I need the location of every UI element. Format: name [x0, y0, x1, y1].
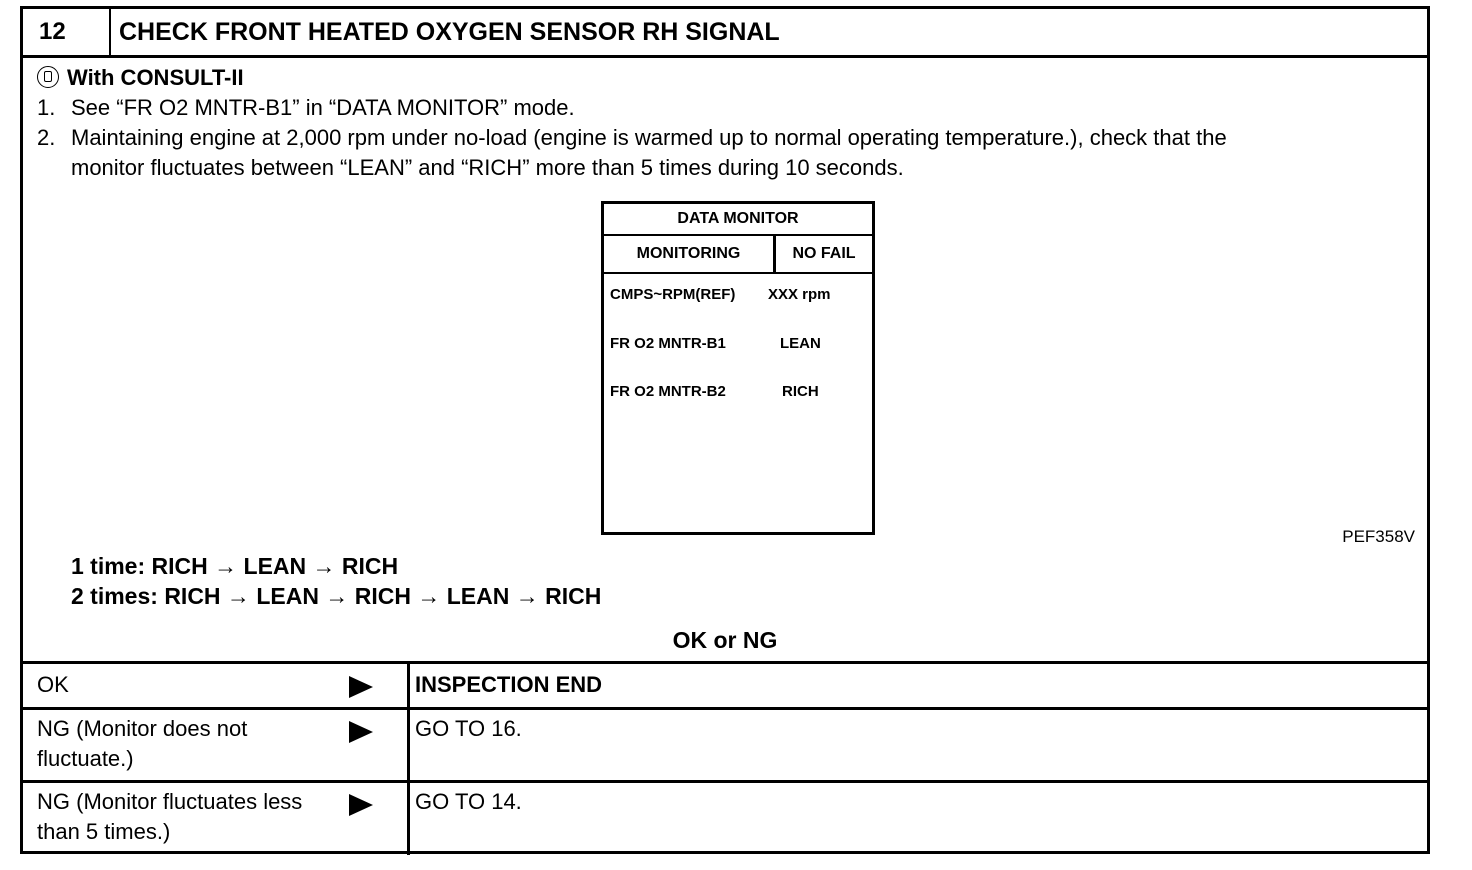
procedure-sheet	[20, 6, 1430, 854]
step-1-text: See “FR O2 MNTR-B1” in “DATA MONITOR” mode.	[71, 95, 575, 120]
right-arrow-icon	[349, 676, 373, 698]
monitor-row-value: XXX rpm	[768, 286, 831, 303]
result-row	[23, 710, 1427, 783]
sequence-2-times: 2 times: RICH → LEAN → RICH → LEAN → RICH	[71, 583, 602, 609]
monitor-status-left: MONITORING	[604, 236, 776, 272]
step-header	[23, 9, 1427, 58]
monitor-row-value: LEAN	[780, 335, 821, 352]
monitor-row-label: CMPS~RPM(REF)	[610, 286, 736, 303]
column-divider	[407, 664, 410, 707]
monitor-status-right: NO FAIL	[792, 245, 856, 262]
monitor-row-value: RICH	[782, 383, 819, 400]
result-heading: OK or NG	[672, 627, 778, 653]
consult-line	[37, 63, 244, 93]
right-arrow-icon	[349, 721, 373, 743]
result-row	[23, 783, 1427, 855]
result-action: INSPECTION END	[415, 672, 603, 697]
step-1-number: 1.	[37, 95, 56, 120]
step-2-text-line-2: monitor fluctuates between “LEAN” and “RICH” more than 5 times during 10 seconds.	[71, 155, 904, 180]
result-condition: OK	[37, 672, 69, 697]
monitor-status-bar	[604, 236, 872, 274]
step-title: CHECK FRONT HEATED OXYGEN SENSOR RH SIGNAL	[119, 18, 780, 46]
step-2-number: 2.	[37, 125, 56, 150]
result-action: GO TO 14.	[415, 789, 522, 814]
result-action: GO TO 16.	[415, 716, 522, 741]
column-divider	[407, 783, 410, 855]
step-2-text-line-1: Maintaining engine at 2,000 rpm under no-load (engine is warmed up to normal operating temperature.), check that the	[71, 125, 1227, 150]
result-table	[23, 661, 1427, 851]
monitor-row-label: FR O2 MNTR-B2	[610, 383, 726, 400]
step-2	[37, 123, 1227, 153]
result-row	[23, 664, 1427, 710]
step-number: 12	[23, 9, 111, 55]
column-divider	[407, 710, 410, 780]
right-arrow-icon	[349, 794, 373, 816]
consult-tool-icon	[37, 66, 59, 88]
monitor-row-label: FR O2 MNTR-B1	[610, 335, 726, 352]
data-monitor-screen	[601, 201, 875, 535]
sequence-1-time: 1 time: RICH → LEAN → RICH	[71, 553, 399, 579]
figure-id: PEF358V	[1342, 527, 1415, 546]
consult-label: With CONSULT-II	[67, 65, 244, 90]
result-condition: NG (Monitor does not fluctuate.)	[37, 716, 248, 771]
result-condition: NG (Monitor fluctuates less than 5 times.)	[37, 789, 303, 844]
monitor-title: DATA MONITOR	[604, 204, 872, 236]
step-1	[37, 93, 575, 123]
